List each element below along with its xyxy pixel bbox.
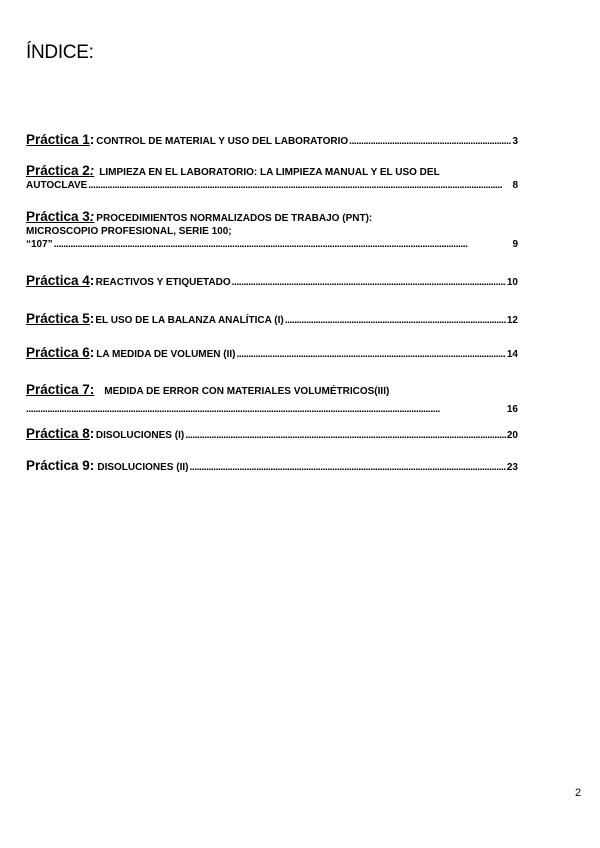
toc-description: MEDIDA DE ERROR CON MATERIALES VOLUMÉTRICOS(III) (104, 386, 390, 397)
toc-label[interactable]: Práctica 8 (26, 426, 90, 441)
toc-colon: : (89, 426, 95, 441)
toc-label[interactable]: Práctica 9 (26, 458, 90, 473)
dot-leader (189, 461, 505, 474)
toc-entry-1[interactable] (26, 133, 518, 148)
toc-description-line2: MICROSCOPIO PROFESIONAL, SERIE 100; (26, 226, 232, 237)
toc-description: DISOLUCIONES (I) (95, 430, 185, 441)
toc-page-number: 20 (506, 430, 518, 441)
toc-label[interactable]: Práctica 2 (26, 163, 90, 178)
toc-label[interactable]: Práctica 6 (26, 345, 90, 360)
toc-entry-2[interactable] (26, 164, 518, 192)
toc-description: LA MEDIDA DE VOLUMEN (II) (96, 349, 236, 360)
toc-label[interactable]: Práctica 3 (26, 209, 90, 224)
toc-description: LIMPIEZA EN EL LABORATORIO: LA LIMPIEZA MANUAL Y EL USO DEL (99, 167, 440, 178)
toc-label[interactable]: Práctica 7 (26, 382, 90, 397)
toc-label[interactable]: Práctica 5 (26, 311, 90, 326)
dot-leader (88, 179, 511, 192)
toc-entry-7[interactable] (26, 383, 518, 416)
toc-page-number: 10 (506, 277, 518, 288)
toc-entry-5[interactable] (26, 312, 518, 327)
dot-leader (285, 314, 506, 327)
toc-colon: : (89, 345, 95, 360)
toc-description: PROCEDIMIENTOS NORMALIZADOS DE TRABAJO (PNT): (96, 213, 373, 224)
toc-description-line2: AUTOCLAVE (26, 180, 88, 191)
toc-description: DISOLUCIONES (II) (97, 462, 189, 473)
toc-label[interactable]: Práctica 4 (26, 273, 90, 288)
toc-page-number: 14 (506, 349, 518, 360)
dot-leader (232, 276, 506, 289)
toc-colon: : (89, 273, 95, 288)
dot-leader (54, 238, 512, 251)
toc-colon: : (89, 132, 95, 147)
toc-page-number: 9 (512, 239, 518, 250)
toc-description: REACTIVOS Y ETIQUETADO (95, 277, 231, 288)
toc-entry-3[interactable] (26, 210, 518, 251)
toc-page-number: 8 (512, 180, 518, 191)
dot-leader (237, 348, 506, 361)
toc-description-line3: “107” (26, 239, 53, 250)
toc-page-number: 3 (512, 136, 518, 147)
toc-colon: : (89, 382, 95, 397)
toc-colon: : (89, 458, 95, 473)
toc-entry-8[interactable] (26, 427, 518, 442)
toc-page-number: 12 (506, 315, 518, 326)
toc-entry-4[interactable] (26, 274, 518, 289)
toc-page-number: 23 (506, 462, 518, 473)
toc-description: EL USO DE LA BALANZA ANALÍTICA (I) (95, 315, 284, 326)
dot-leader (349, 135, 511, 148)
toc-entry-9[interactable] (26, 459, 518, 474)
toc-entry-6[interactable] (26, 346, 518, 361)
toc-colon: : (89, 311, 95, 326)
dot-leader (26, 403, 506, 416)
toc-page-number: 16 (506, 404, 518, 415)
dot-leader (185, 429, 506, 442)
toc-label[interactable]: Práctica 1 (26, 132, 90, 147)
page-number: 2 (575, 787, 582, 799)
page-title: ÍNDICE: (26, 42, 94, 63)
toc-colon: : (89, 163, 95, 178)
toc-colon: : (89, 209, 95, 224)
toc-description: CONTROL DE MATERIAL Y USO DEL LABORATORIO (96, 136, 349, 147)
